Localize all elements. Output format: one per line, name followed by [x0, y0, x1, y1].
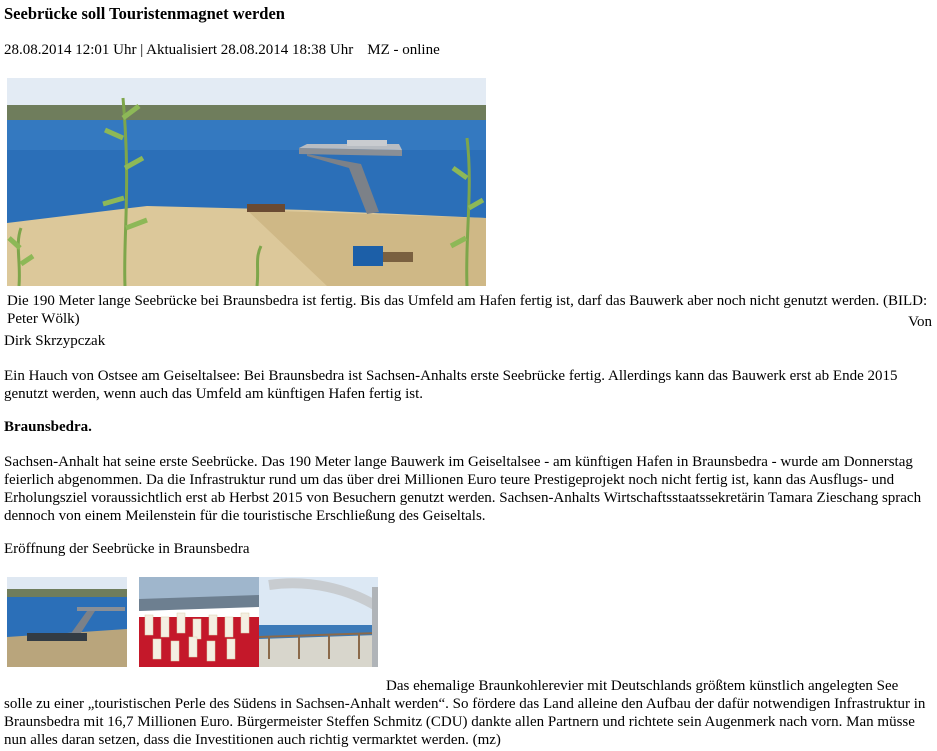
- gallery-thumbnail-1[interactable]: [7, 577, 127, 667]
- closing-paragraph-first-line: Das ehemalige Braunkohlerevier mit Deutschlands größtem künstlich angelegten See: [386, 678, 899, 694]
- byline-prefix: Von: [908, 314, 932, 330]
- closing-paragraph: solle zu einer „touristischen Perle des Südens in Sachsen-Anhalt werden“. So fördere das Land alleine den Aufbau der dafür notwendigen Infrastruktur in Braunsbedra mit 16,7 Millionen Euro. Bürgermeister Steffen Schmitz (CDU) dankte allen Partnern und richtete sein Augenmerk nach vorn. Man müsse nun alles daran setzen, dass die Investitionen auch richtig vermarktet werden. (mz): [4, 696, 926, 748]
- lead-paragraph: Ein Hauch von Ostsee am Geiseltalsee: Bei Braunsbedra ist Sachsen-Anhalts erste Seebrücke fertig. Allerdings kann das Bauwerk erst ab Ende 2015 genutzt werden, wenn auch das Umfeld am künftigen Hafen fertig ist.: [4, 368, 898, 402]
- dateline-place: Braunsbedra.: [4, 419, 92, 435]
- gallery-title: Eröffnung der Seebrücke in Braunsbedra: [4, 541, 250, 557]
- publish-dates: 28.08.2014 12:01 Uhr | Aktualisiert 28.08.2014 18:38 Uhr: [4, 42, 354, 58]
- dateline: [4, 41, 440, 59]
- gallery-thumbnail-2[interactable]: [139, 577, 259, 667]
- gallery-thumbnail-3[interactable]: [259, 577, 378, 667]
- main-photo: [7, 78, 486, 286]
- byline-author: Dirk Skrzypczak: [4, 333, 106, 349]
- photo-caption: Die 190 Meter lange Seebrücke bei Braunsbedra ist fertig. Bis das Umfeld am Hafen fertig ist, darf das Bauwerk aber noch nicht genutzt werden. (BILD: Peter Wölk): [7, 293, 928, 327]
- body-paragraph: Sachsen-Anhalt hat seine erste Seebrücke. Das 190 Meter lange Bauwerk im Geiseltalsee - am künftigen Hafen in Braunsbedra - wurde am Donnerstag feierlich abgenommen. Da die Infrastruktur rund um das über drei Millionen Euro teure Prestigeprojekt noch nicht fertig ist, kann das Ausflugs- und Erholungsziel voraussichtlich erst ab Herbst 2015 von Besuchern genutzt werden. Sachsen-Anhalts Wirtschaftsstaatssekretärin Tamara Zieschang sprach dennoch von einem Meilenstein für die touristische Erschließung des Geiseltals.: [4, 454, 922, 524]
- source-label: MZ - online: [367, 42, 440, 58]
- headline: Seebrücke soll Touristenmagnet werden: [4, 4, 285, 23]
